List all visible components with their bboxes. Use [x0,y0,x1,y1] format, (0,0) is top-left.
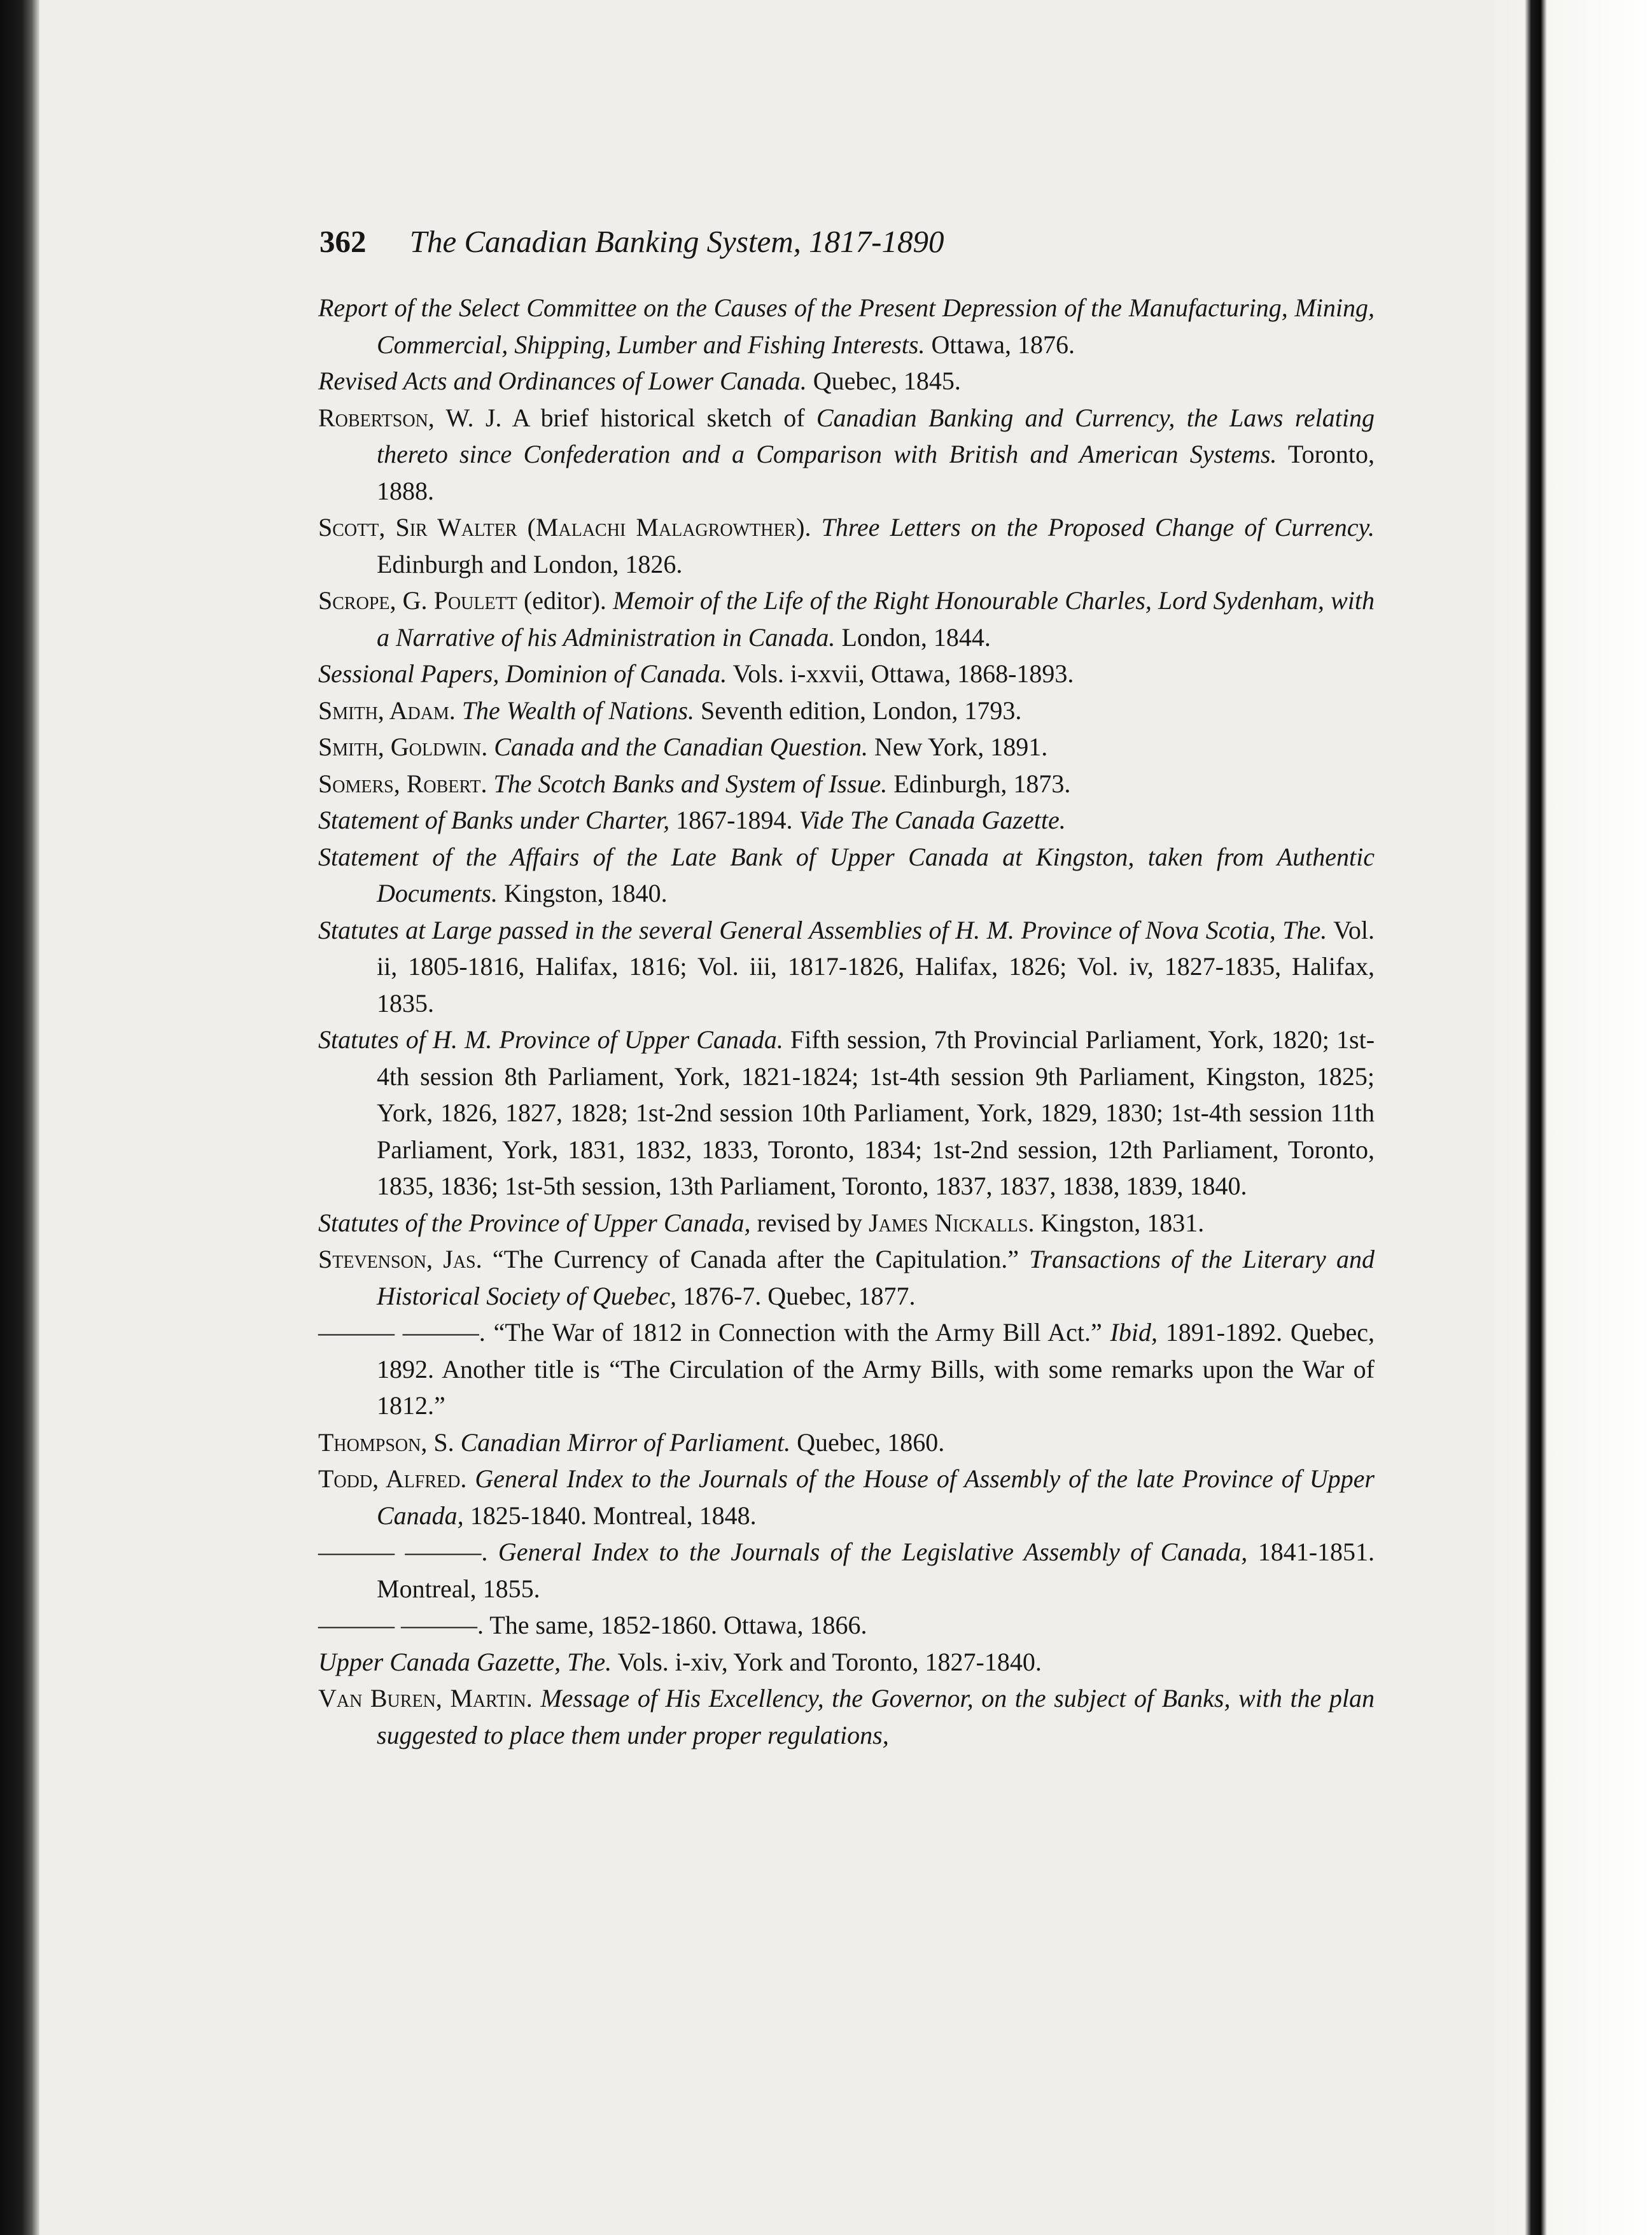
bibliography-entry [318,729,1375,766]
entry-text: Vols. i-xxvii, Ottawa, 1868-1893. [727,659,1074,688]
entry-text: revised by [750,1208,869,1237]
entry-text: “The War of 1812 in Connection with the Army Bill Act.” [485,1318,1110,1347]
entry-author: James Nickalls. [869,1208,1035,1237]
running-header [319,216,1312,267]
entry-author: Somers, Robert. [318,769,487,798]
entry-author: Scrope, G. Poulett [318,586,517,615]
entry-title: Canadian Mirror of Parliament. [460,1427,791,1457]
entry-title: Statement of Banks under Charter, [318,806,670,834]
entry-text: The same, 1852-1860. Ottawa, 1866. [484,1611,867,1639]
bibliography-entry [318,1607,1375,1644]
running-title: The Canadian Banking System, 1817-1890 [409,224,944,259]
entry-text: Kingston, 1840. [497,879,668,907]
entry-text: Fifth session, 7th Provincial Parliament, York, 1820; 1st-4th session 8th Parliament, York, 1821-1824; 1st-4th session 9th Parliament, Kingston, 1825; York, 1826, 1827, 1828; 1st-2nd session 10th Parliament, York, 1829, 1830; 1st-4th session 11th Parliament, York, 1831, 1832, 1833, Toronto, 1834; 1st-2nd session, 12th Parliament, Toronto, 1835, 1836; 1st-5th session, 13th Parliament, Toronto, 1837, 1837, 1838, 1839, 1840. [377,1025,1375,1200]
entry-text [533,1684,541,1713]
entry-text: New York, 1891. [867,732,1048,761]
entry-text [487,1538,498,1566]
bibliography-entry [318,1680,1375,1753]
bibliography-entry [318,692,1375,729]
entry-title: Ibid, [1110,1318,1158,1347]
entry-title: Statutes of the Province of Upper Canada, [318,1208,751,1237]
entry-text: ——— ———. [318,1318,486,1347]
entry-text: Kingston, 1831. [1034,1208,1205,1237]
entry-text: 1867-1894. [669,806,799,834]
entry-title: The Wealth of Nations. [461,696,695,725]
entry-author: Robertson, W. J. [318,403,502,432]
entry-text: 1841-1851. Montreal, 1855. [377,1538,1375,1603]
scan-edge-left [0,0,39,2235]
entry-author: Van Buren, Martin. [318,1684,533,1713]
entry-title: Vide The Canada Gazette. [799,806,1066,834]
entry-text: London, 1844. [835,622,991,652]
entry-text: Quebec, 1845. [806,367,961,395]
bibliography-entry [318,363,1375,400]
entry-title: The Scotch Banks and System of Issue. [493,769,888,798]
entry-text: ——— ———. [318,1538,488,1566]
entry-title: Upper Canada Gazette, The. [318,1647,612,1676]
entry-text: 1891-1892. Quebec, 1892. Another title is “The Circulation of the Army Bills, with some remarks upon the War of 1812.” [377,1318,1375,1420]
entry-title: General Index to the Journals of the House of Assembly of the late Province of Upper Canada, [377,1464,1375,1530]
entry-text: Vol. ii, 1805-1816, Halifax, 1816; Vol. iii, 1817-1826, Halifax, 1826; Vol. iv, 1827-1835, Halifax, 1835. [377,915,1375,1018]
entry-text: Seventh edition, London, 1793. [694,696,1022,725]
bibliography-entry [318,1534,1375,1607]
bibliography-entry [318,509,1375,582]
bibliography-entry [318,1021,1375,1205]
bibliography-entry [318,582,1375,655]
entry-title: Statutes at Large passed in the several General Assemblies of H. M. Province of Nova Scotia, The. [318,915,1327,944]
entry-author: Todd, Alfred. [318,1464,467,1493]
entry-title: Revised Acts and Ordinances of Lower Canada. [318,367,807,395]
entry-text [487,732,494,761]
entry-title: Sessional Papers, Dominion of Canada. [318,659,727,688]
entry-title: Statement of the Affairs of the Late Bank of Upper Canada at Kingston, taken from Authentic Documents. [318,842,1375,907]
bibliography-entry [318,1461,1375,1534]
entry-title: General Index to the Journals of the Legislative Assembly of Canada, [498,1538,1248,1566]
entry-text [466,1464,475,1493]
scan-edge-right [1493,0,1652,2235]
bibliography-entry [318,1241,1375,1314]
entry-author: Thompson, S. [318,1427,454,1457]
entry-author: Smith, Goldwin. [318,732,488,761]
entry-text: Vols. i-xiv, York and Toronto, 1827-1840. [612,1647,1042,1676]
entry-author: Scott, Sir Walter (Malachi Malagrowther). [318,513,811,542]
page-number: 362 [319,224,367,259]
bibliography-entry [318,1205,1375,1242]
entry-title: Transactions of the Literary and Historical Society of Quebec, [377,1245,1375,1310]
entry-author: Stevenson, Jas. [318,1245,482,1273]
bibliography-list [318,290,1375,1753]
bibliography-entry [318,1644,1375,1681]
entry-text [454,1428,461,1457]
bibliography-entry [318,1424,1375,1461]
entry-text [456,696,462,725]
bibliography-entry [318,655,1375,692]
entry-text: Quebec, 1860. [790,1427,945,1457]
entry-title: Canadian Banking and Currency, the Laws relating thereto since Confederation and a Comparison with British and American Systems. [377,403,1375,468]
entry-title: Message of His Excellency, the Governor, on the subject of Banks, with the plan suggested to place them under proper regulations, [377,1684,1375,1749]
entry-text: A brief historical sketch of [501,403,816,432]
bibliography-entry [318,839,1375,912]
entry-text: ——— ———. [318,1611,484,1639]
bibliography-entry [318,400,1375,510]
entry-text: Edinburgh, 1873. [887,769,1071,798]
entry-text: Toronto, 1888. [377,440,1375,505]
bibliography-entry [318,766,1375,802]
entry-title: Memoir of the Life of the Right Honourable Charles, Lord Sydenham, with a Narrative of his Administration in Canada. [377,586,1375,652]
entry-text: (editor). [517,586,613,615]
entry-text [811,513,821,542]
entry-text: Edinburgh and London, 1826. [377,549,683,578]
entry-text [487,769,494,798]
entry-text: 1825-1840. Montreal, 1848. [463,1501,757,1530]
entry-text: 1876-7. Quebec, 1877. [676,1281,916,1310]
entry-title: Three Letters on the Proposed Change of Currency. [821,513,1375,542]
entry-title: Canada and the Canadian Question. [494,732,868,761]
entry-author: Smith, Adam. [318,696,456,725]
entry-text: Ottawa, 1876. [925,330,1075,359]
entry-title: Report of the Select Committee on the Causes of the Present Depression of the Manufacturing, Mining, Commercial, Shipping, Lumber and Fishing Interests. [318,293,1375,359]
book-page [39,0,1493,2235]
bibliography-entry [318,1314,1375,1424]
entry-title: Statutes of H. M. Province of Upper Canada. [318,1025,783,1054]
entry-text: “The Currency of Canada after the Capitulation.” [482,1245,1030,1273]
bibliography-entry [318,290,1375,363]
bibliography-entry [318,802,1375,839]
bibliography-entry [318,912,1375,1022]
